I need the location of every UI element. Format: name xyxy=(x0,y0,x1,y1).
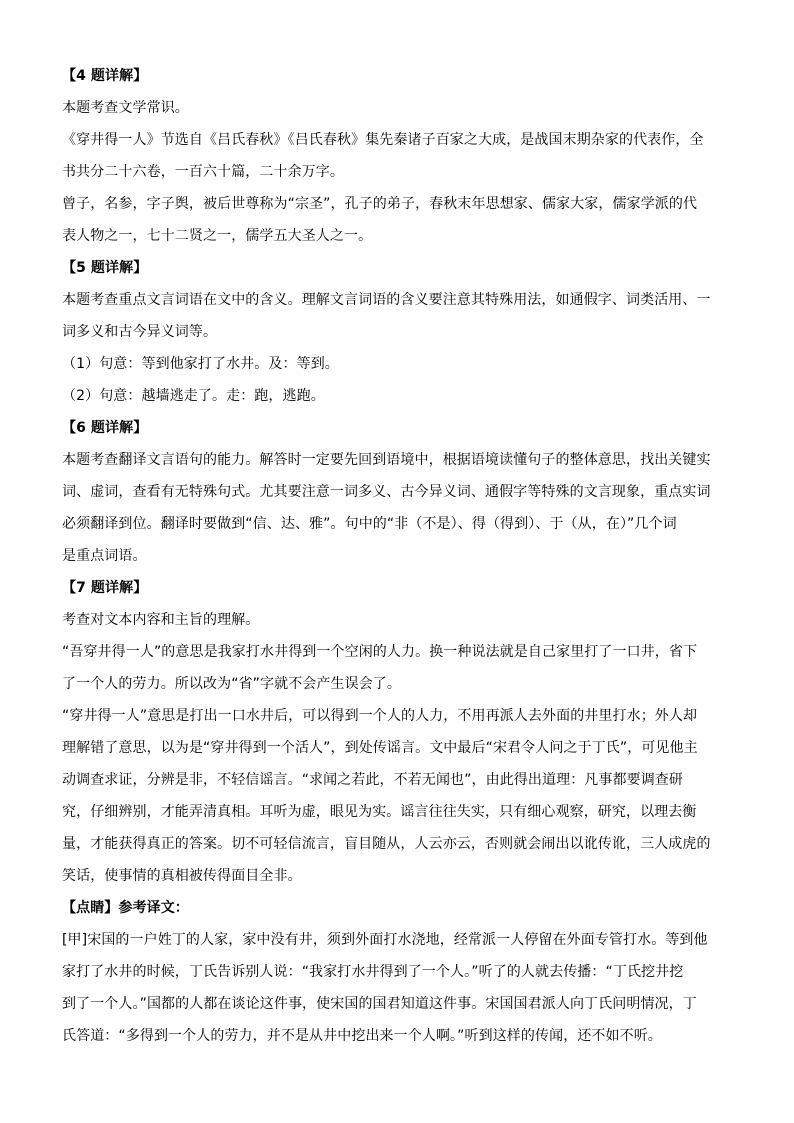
translation-line-2: 家打了水井的时候，丁氏告诉别人说：“我家打水井得到了一个人。”听了的人就去传播：“丁氏挖井挖 xyxy=(62,964,684,980)
q4-line-4: 曾子，名参，字子舆，被后世尊称为“宗圣”，孔子的弟子，春秋末年思想家、儒家大家，儒家学派的代 xyxy=(62,196,698,212)
translation-line-3: 到了一个人。”国都的人都在谈论这件事，使宋国的国君知道这件事。宋国国君派人向丁氏问明情况，丁 xyxy=(62,996,697,1012)
q5-line-3: （1）句意：等到他家打了水井。及：等到。 xyxy=(62,356,339,372)
q5-line-1: 本题考查重点文言词语在文中的含义。理解文言词语的含义要注意其特殊用法，如通假字、词类活用、一 xyxy=(62,292,711,308)
q7-line-4: “穿井得一人”意思是打出一口水井后，可以得到一个人的人力，不用再派人去外面的井里打水；外人却 xyxy=(62,708,698,724)
q4-line-3: 书共分二十六卷，一百六十篇，二十余万字。 xyxy=(62,164,344,180)
q4-line-2: 《穿井得一人》节选自《吕氏春秋》《吕氏春秋》集先秦诸子百家之大成，是战国末期杂家的代表作，全 xyxy=(62,132,704,148)
q7-line-6: 动调查求证，分辨是非，不轻信谣言。“求闻之若此，不若无闻也”，由此得出道理：凡事都要调查研 xyxy=(62,772,684,788)
q4-line-5: 表人物之一，七十二贤之一，儒学五大圣人之一。 xyxy=(62,228,373,244)
q7-heading: 【7 题详解】 xyxy=(62,580,148,596)
q7-line-7: 究，仔细辨别，才能弄清真相。耳听为虚，眼见为实。谣言往往失实，只有细心观察，研究，以理去衡 xyxy=(62,804,697,820)
q7-line-5: 理解错了意思，以为是“穿井得到一个活人”，到处传谣言。文中最后“宋君令人问之于丁氏”，可见他主 xyxy=(62,740,698,756)
q5-line-4: （2）句意：越墙逃走了。走：跑，逃跑。 xyxy=(62,388,325,404)
q6-line-4: 是重点词语。 xyxy=(62,548,147,564)
translation-line-4: 氏答道：“多得到一个人的劳力，并不是从井中挖出来一个人啊。”听到这样的传闻，还不如不听。 xyxy=(62,1028,662,1044)
q7-line-8: 量，才能获得真正的答案。切不可轻信流言，盲目随从，人云亦云，否则就会闹出以讹传讹，三人成虎的 xyxy=(62,836,711,852)
q7-line-9: 笑话，使事情的真相被传得面目全非。 xyxy=(62,868,302,884)
q5-heading: 【5 题详解】 xyxy=(62,260,148,276)
translation-heading: 【点睛】参考译文： xyxy=(62,900,189,916)
q5-line-2: 词多义和古今异义词等。 xyxy=(62,324,218,340)
translation-line-1: [甲]宋国的一户姓丁的人家，家中没有井，须到外面打水浇地，经常派一人停留在外面专管打水。等到他 xyxy=(62,932,708,948)
q6-line-3: 必须翻译到位。翻译时要做到“信、达、雅”。句中的“非（不是）、得（得到）、于（从，在）”几个词 xyxy=(62,516,677,532)
q6-line-2: 词、虚词，查看有无特殊句式。尤其要注意一词多义、古今异义词、通假字等特殊的文言现象，重点实词 xyxy=(62,484,711,500)
q4-line-1: 本题考查文学常识。 xyxy=(62,100,189,116)
q6-line-1: 本题考查翻译文言语句的能力。解答时一定要先回到语境中，根据语境读懂句子的整体意思，找出关键实 xyxy=(62,452,711,468)
q6-heading: 【6 题详解】 xyxy=(62,420,148,436)
q7-line-2: “吾穿井得一人”的意思是我家打水井得到一个空闲的人力。换一种说法就是自己家里打了一口井，省下 xyxy=(62,644,698,660)
q4-heading: 【4 题详解】 xyxy=(62,68,148,84)
q7-line-1: 考查对文本内容和主旨的理解。 xyxy=(62,612,260,628)
q7-line-3: 了一个人的劳力。所以改为“省”字就不会产生误会了。 xyxy=(62,676,402,692)
